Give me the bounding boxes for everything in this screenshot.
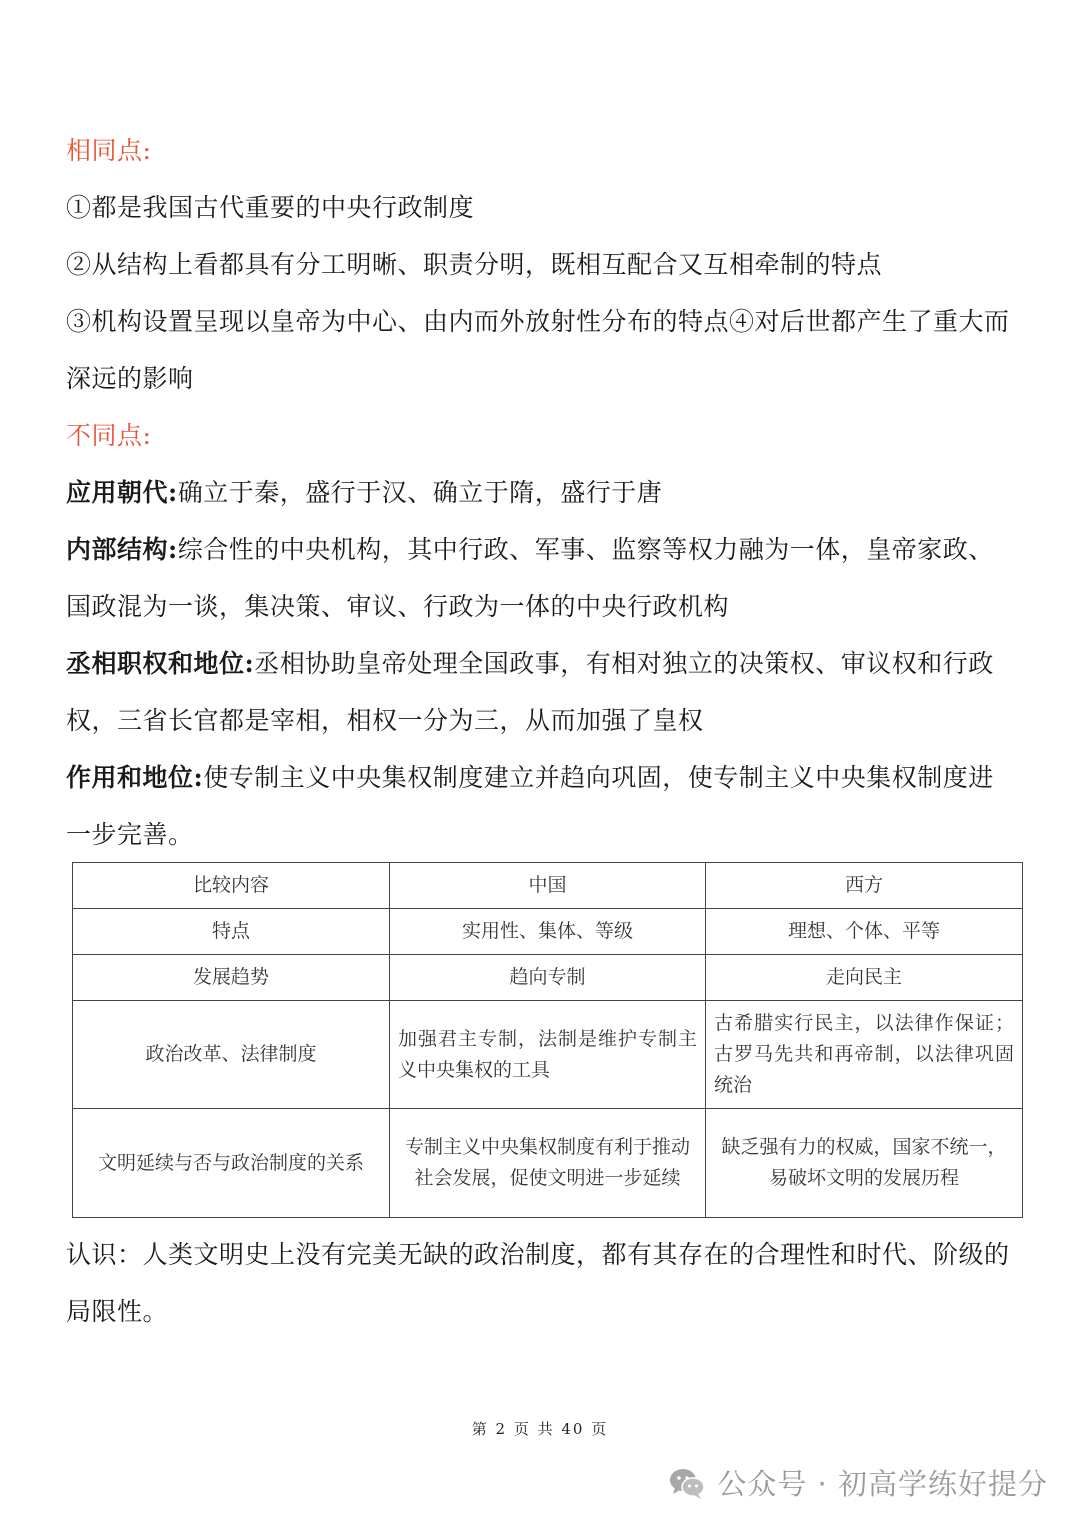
difference-label: 应用朝代:: [66, 478, 178, 507]
similarity-item: 深远的影响: [66, 364, 194, 393]
table-cell: 古希腊实行民主，以法律作保证；古罗马先共和再帝制，以法律巩固统治: [706, 1001, 1023, 1109]
difference-row: [66, 464, 1026, 521]
difference-label: 内部结构:: [66, 535, 178, 564]
difference-text: 一步完善。: [66, 820, 194, 849]
difference-text: 国政混为一谈，集决策、审议、行政为一体的中央行政机构: [66, 592, 730, 621]
table-header-cell: 中国: [390, 863, 706, 909]
table-header-cell: 西方: [706, 863, 1023, 909]
table-cell: 走向民主: [706, 955, 1023, 1001]
similarities-heading: 相同点:: [66, 136, 152, 165]
comparison-table-wrapper: [72, 862, 1022, 1218]
difference-row: [66, 806, 1026, 863]
difference-label: 作用和地位:: [66, 763, 204, 792]
difference-row: [66, 692, 1026, 749]
watermark: [667, 1462, 1048, 1503]
watermark-text: 公众号 · 初高学练好提分: [717, 1467, 1048, 1501]
table-header-cell: 比较内容: [73, 863, 390, 909]
table-cell: 理想、个体、平等: [706, 909, 1023, 955]
page-number: 第 2 页 共 40 页: [471, 1420, 609, 1438]
table-cell: 发展趋势: [73, 955, 390, 1001]
similarity-item: ③机构设置呈现以皇帝为中心、由内而外放射性分布的特点④对后世都产生了重大而: [66, 307, 1010, 336]
table-row: [73, 955, 1023, 1001]
difference-text: 权，三省长官都是宰相，相权一分为三，从而加强了皇权: [66, 706, 704, 735]
difference-text: 使专制主义中央集权制度建立并趋向巩固，使专制主义中央集权制度进: [203, 763, 994, 792]
difference-text: 综合性的中央机构，其中行政、军事、监察等权力融为一体，皇帝家政、: [177, 535, 994, 564]
table-cell: 实用性、集体、等级: [390, 909, 706, 955]
table-row: [73, 1001, 1023, 1109]
table-cell: 缺乏强有力的权威，国家不统一，易破坏文明的发展历程: [706, 1109, 1023, 1218]
difference-text: 确立于秦，盛行于汉、确立于隋，盛行于唐: [177, 478, 663, 507]
table-row: [73, 909, 1023, 955]
wechat-icon: [667, 1463, 707, 1503]
conclusion-line: 认识：人类文明史上没有完美无缺的政治制度，都有其存在的合理性和时代、阶级的: [66, 1240, 1010, 1269]
difference-row: [66, 635, 1026, 692]
table-row: [73, 1109, 1023, 1218]
table-cell: 特点: [73, 909, 390, 955]
table-cell: 文明延续与否与政治制度的关系: [73, 1109, 390, 1218]
table-cell: 政治改革、法律制度: [73, 1001, 390, 1109]
difference-label: 丞相职权和地位:: [66, 649, 255, 678]
difference-row: [66, 578, 1026, 635]
table-cell: 加强君主专制，法制是维护专制主义中央集权的工具: [390, 1001, 706, 1109]
table-cell: 专制主义中央集权制度有利于推动社会发展，促使文明进一步延续: [390, 1109, 706, 1218]
difference-row: [66, 521, 1026, 578]
similarity-item: ①都是我国古代重要的中央行政制度: [66, 193, 475, 222]
main-content: [66, 122, 1026, 863]
table-header-row: [73, 863, 1023, 909]
differences-heading: 不同点:: [66, 421, 152, 450]
difference-text: 丞相协助皇帝处理全国政事，有相对独立的决策权、审议权和行政: [254, 649, 994, 678]
conclusion: [66, 1226, 1026, 1340]
comparison-table: [72, 862, 1023, 1218]
table-cell: 趋向专制: [390, 955, 706, 1001]
conclusion-line: 局限性。: [66, 1297, 169, 1326]
difference-row: [66, 749, 1026, 806]
similarity-item: ②从结构上看都具有分工明晰、职责分明，既相互配合又互相牵制的特点: [66, 250, 883, 279]
